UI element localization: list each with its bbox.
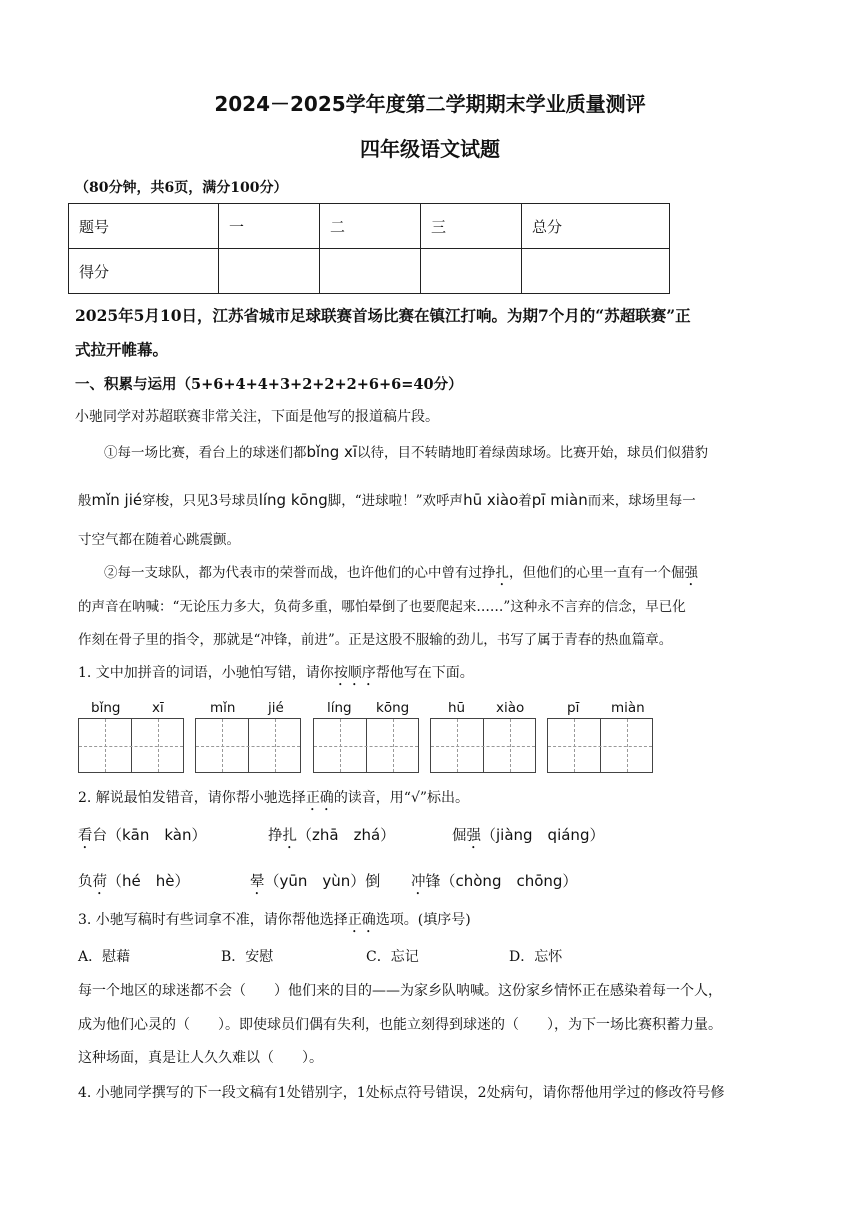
score-cell[interactable] [320, 249, 421, 294]
passage-text: 般 [78, 493, 92, 509]
pinyin-label: jié [268, 700, 284, 716]
passage-line: 作刻在骨子里的指令，那就是“冲锋，前进”。正是这股不服输的劲儿，书写了属于青春的热血篇章。 [78, 632, 673, 648]
passage-line: 寸空气都在随着心跳震颤。 [78, 532, 240, 548]
score-cell: 得分 [69, 249, 219, 294]
pronunciation-item[interactable] [78, 870, 189, 898]
pinyin-options: 锋（chòng chōng） [425, 872, 578, 890]
dotted-text: 正确 [347, 912, 376, 928]
question-text: 的读音，用“√”标出。 [333, 790, 470, 806]
pronunciation-item[interactable] [268, 824, 395, 852]
dotted-char: 扎 [282, 828, 297, 844]
question-text: 帮他写在下面。 [375, 665, 474, 681]
dotted-char: 强 [466, 828, 481, 844]
pinyin-word: hū xiào [463, 491, 519, 509]
question-text: 3. 小驰写稿时有些词拿不准，请你帮他选择 [78, 912, 348, 928]
word-part: 台 [92, 828, 107, 844]
pinyin-label: miàn [611, 700, 645, 716]
pinyin-word: líng kōng [258, 491, 328, 509]
dotted-char: 荷 [92, 874, 107, 890]
pinyin-label: pī [567, 700, 580, 716]
question-3 [78, 909, 471, 936]
score-table [68, 203, 670, 294]
exam-subtitle: 四年级语文试题 [360, 137, 500, 161]
score-cell: 二 [320, 204, 421, 249]
passage-text: ，但他们的心里一直有一个倔 [509, 565, 685, 581]
exam-info: （80分钟，共6页，满分100分） [75, 180, 288, 196]
option-c: C．忘记 [366, 949, 419, 965]
exam-title: 2024－2025学年度第二学期期末学业质量测评 [214, 92, 646, 116]
word-part: 倔 [452, 828, 467, 844]
dotted-char: 冲 [411, 874, 426, 890]
score-cell: 总分 [522, 204, 670, 249]
pinyin-options: （kān kàn） [107, 826, 207, 844]
score-table-row [69, 204, 670, 249]
pinyin-word: mǐn jié [91, 491, 143, 509]
score-cell: 三 [421, 204, 522, 249]
writing-grid[interactable] [430, 718, 536, 773]
score-cell: 题号 [69, 204, 219, 249]
pinyin-options: （jiàng qiáng） [481, 826, 605, 844]
fill-blank-line[interactable]: 每一个地区的球迷都不会（ ）他们来的目的——为家乡队呐喊。这份家乡情怀正在感染着每一个人， [78, 983, 722, 999]
score-cell[interactable] [421, 249, 522, 294]
question-2 [78, 787, 469, 814]
dotted-char: 扎 [495, 565, 509, 581]
score-table-row [69, 249, 670, 294]
pinyin-label: hū [448, 700, 466, 716]
dotted-char: 强 [684, 565, 698, 581]
question-1 [78, 662, 474, 689]
dotted-char: 晕 [250, 874, 265, 890]
passage-line: 的声音在呐喊：“无论压力多大，负荷多重，哪怕晕倒了也要爬起来……”这种永不言弃的信念，早已化 [78, 599, 686, 615]
score-cell[interactable] [522, 249, 670, 294]
pronunciation-item[interactable] [411, 870, 577, 898]
word-part: 负 [78, 874, 93, 890]
passage-line [78, 489, 696, 509]
pronunciation-item[interactable] [250, 870, 380, 898]
pinyin-word: pī miàn [531, 491, 588, 509]
option-d: D．忘怀 [509, 949, 563, 965]
passage-text: 穿梭，只见3号球员 [142, 493, 259, 509]
passage-text: 脚，“进球啦！”欢呼声 [327, 493, 464, 509]
option-b: B．安慰 [221, 949, 274, 965]
intro-line-1: 2025年5月10日，江苏省城市足球联赛首场比赛在镇江打响。为期7个月的“苏超联赛”正 [75, 306, 691, 325]
pinyin-label: kōng [376, 700, 410, 716]
dotted-text: 正确 [305, 790, 334, 806]
pronunciation-item[interactable] [78, 824, 207, 852]
dotted-char: 看 [78, 828, 93, 844]
fill-blank-line[interactable]: 这种场面，真是让人久久难以（ ）。 [78, 1050, 323, 1066]
passage-line [104, 441, 708, 461]
pinyin-label: xī [152, 700, 164, 716]
score-cell[interactable] [219, 249, 320, 294]
pinyin-word: bǐng xī [306, 443, 358, 461]
passage-text: ②每一支球队，都为代表市的荣誉而战，也许他们的心中曾有过挣 [104, 565, 496, 581]
question-4: 4. 小驰同学撰写的下一段文稿有1处错别字，1处标点符号错误，2处病句，请你帮他用学过的修改符号修 [78, 1085, 725, 1101]
writing-grid[interactable] [78, 718, 184, 773]
pinyin-label: mǐn [210, 700, 236, 716]
question-text: 2. 解说最怕发错音，请你帮小驰选择 [78, 790, 306, 806]
word-part: 挣 [268, 828, 283, 844]
fill-blank-line[interactable]: 成为他们心灵的（ ）。即使球员们偶有失利，也能立刻得到球迷的（ ），为下一场比赛积蓄力量。 [78, 1017, 722, 1033]
question-text: 1. 文中加拼音的词语，小驰怕写错，请你 [78, 665, 334, 681]
pronunciation-item[interactable] [452, 824, 604, 852]
pinyin-options: （yūn yùn）倒 [264, 872, 381, 890]
writing-grid[interactable] [313, 718, 419, 773]
passage-text: 以待，目不转睛地盯着绿茵球场。比赛开始，球员们似猎豹 [357, 445, 709, 461]
intro-line-2: 式拉开帷幕。 [75, 340, 169, 359]
section-lead: 小驰同学对苏超联赛非常关注，下面是他写的报道稿片段。 [75, 409, 439, 425]
pinyin-label: bǐng [91, 700, 121, 716]
writing-grid[interactable] [547, 718, 653, 773]
pinyin-label: líng [327, 700, 352, 716]
pinyin-options: （hé hè） [107, 872, 190, 890]
dotted-text: 按顺序 [333, 665, 376, 681]
passage-text: 而来，球场里每一 [587, 493, 696, 509]
passage-text: ①每一场比赛，看台上的球迷们都 [104, 445, 307, 461]
section-heading: 一、积累与运用（5+6+4+4+3+2+2+2+6+6=40分） [75, 376, 463, 393]
pinyin-label: xiào [496, 700, 525, 716]
writing-grid[interactable] [195, 718, 301, 773]
pinyin-options: （zhā zhá） [297, 826, 396, 844]
score-cell: 一 [219, 204, 320, 249]
passage-text: 着 [518, 493, 532, 509]
question-text: 选项。(填序号) [375, 912, 471, 928]
passage-line [104, 561, 698, 589]
option-a: A．慰藉 [78, 949, 131, 965]
